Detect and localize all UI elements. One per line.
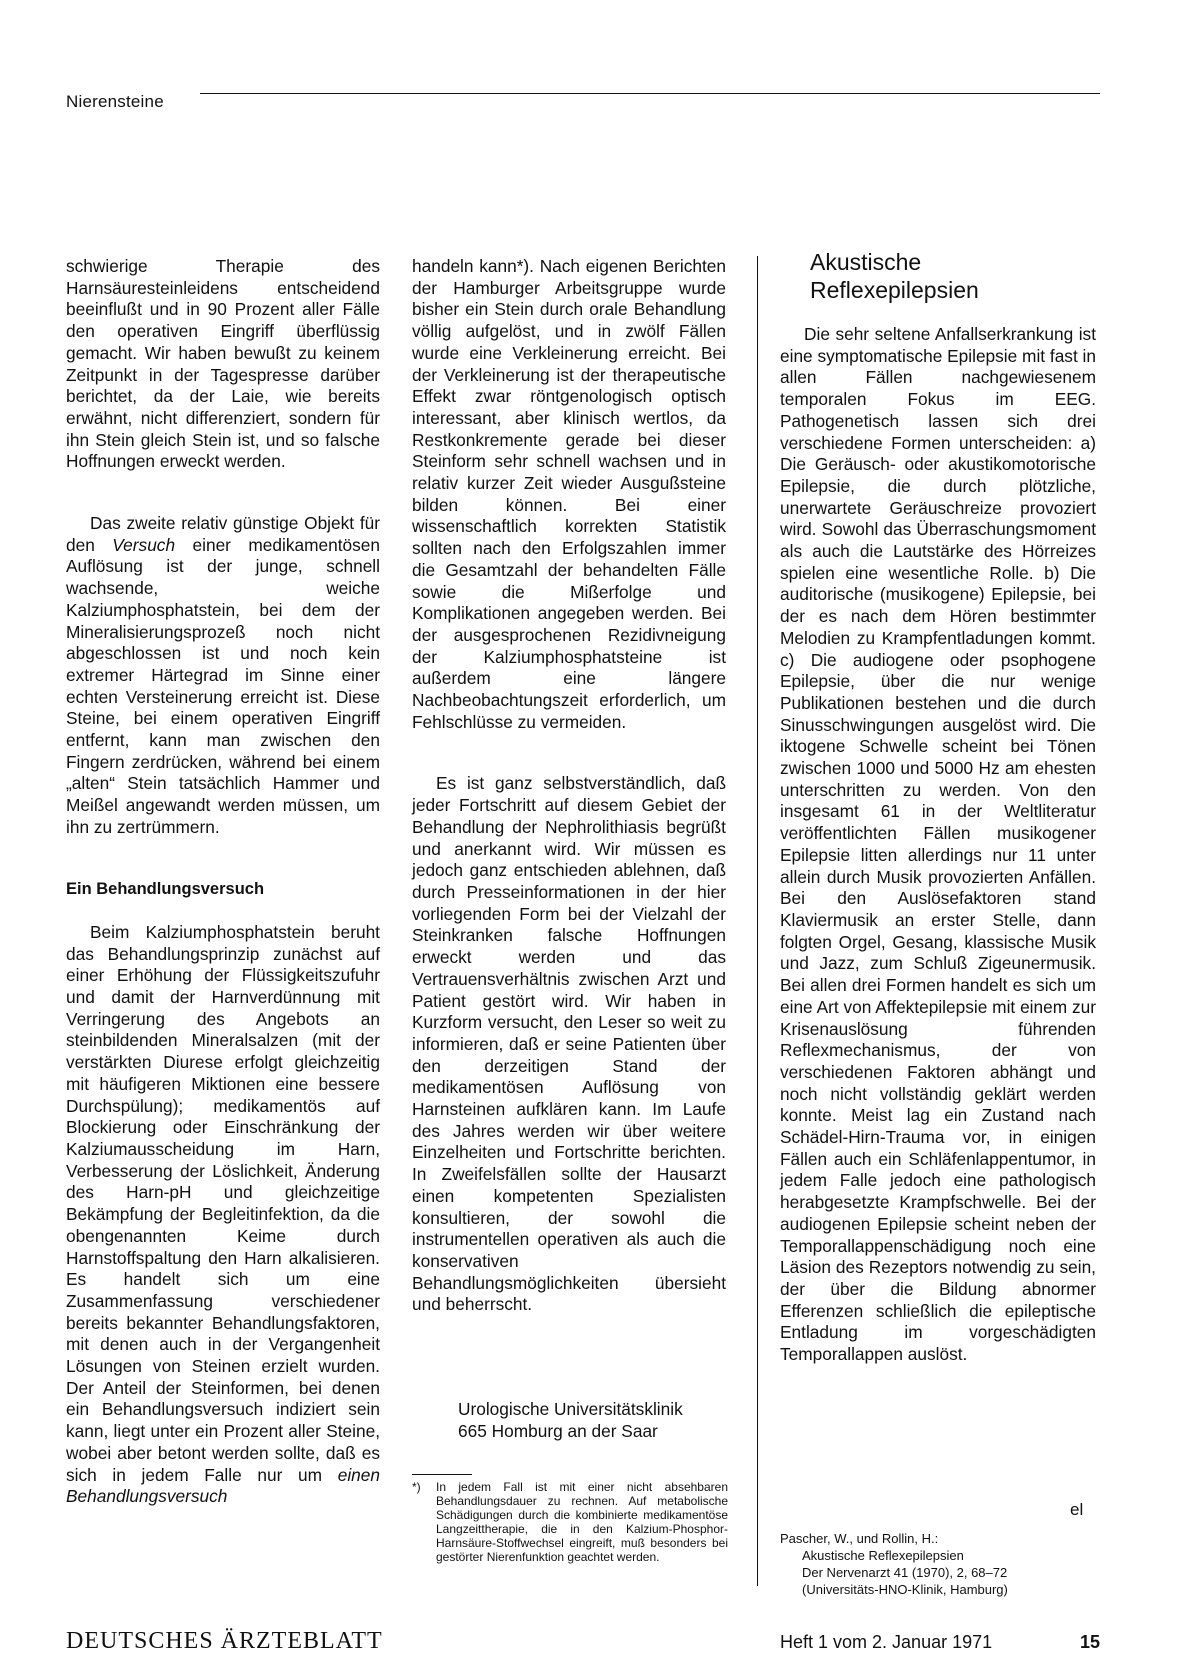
footnote-rule	[412, 1474, 472, 1475]
issue-info: Heft 1 vom 2. Januar 1971	[780, 1632, 993, 1652]
column-1	[66, 256, 380, 1508]
reference-journal: Der Nervenarzt 41 (1970), 2, 68–72	[802, 1565, 1008, 1580]
column-divider	[757, 256, 758, 1586]
section-heading-behandlungsversuch: Ein Behandlungsversuch	[66, 879, 265, 898]
page-number: 15	[1080, 1632, 1101, 1652]
author-affiliation: Urologische Universitätsklinik 665 Homburg an der Saar	[458, 1399, 683, 1441]
col3-paragraph: Die sehr seltene Anfallserkrankung ist eine symptomatische Epilepsie mit fast in allen Fällen nachgewiesenem temporalen Fokus im EEG. Pathogenetisch lassen sich drei verschiedene Formen unterscheiden: a) Die Geräusch- oder akustikomotorische Epilepsie, die durch plötzliche, unerwartete Geräuschreize provoziert wird. Sowohl das Überraschungsmoment als auch die Lautstärke des Hörreizes spielen eine wesentliche Rolle. b) Die auditorische (musikogene) Epilepsie, bei der es nach dem Hören bestimmter Melodien zu Krampfentladungen kommt. c) Die audiogene oder psophogene Epilepsie, über die nur wenige Publikationen bestehen und die durch Sinusschwingungen ausgelöst wird. Die iktogene Schwelle scheint bei Tönen zwischen 1000 und 5000 Hz am ehesten unterschritten zu werden. Von den insgesamt 61 in der Weltliteratur veröffentlichten Fällen musikogener Epilepsie litten allerdings nur 11 unter allein durch Musik provozierten Anfällen. Bei den Auslösefaktoren stand Klaviermusik an erster Stelle, dann folgten Orgel, Gesang, klassische Musik und Jazz, zum Schluß Zigeunermusik. Bei allen drei Formen handelt es sich um eine Art von Affektepilepsie mit einem zur Krisenauslösung führenden Reflexmechanismus, der von verschiedenen Faktoren abhängt und noch nicht vollständig geklärt werden konnte. Meist lag ein Zustand nach Schädel-Hirn-Trauma vor, in einigen Fällen auch ein Schläfenlappentumor, in jedem Falle jedoch eine pathologisch herabgesetzte Krampfschwelle. Bei der audiogenen Epilepsie scheint neben der Temporallappenschädigung noch eine Läsion des Rezeptors notwendig zu sein, der über die Bildung abnormer Efferenzen schließlich die epileptische Entladung im vorgeschädigten Temporallappen auslöst.	[780, 324, 1096, 1365]
col1-paragraph-2: Das zweite relativ günstige Objekt für den Versuch einer medikamentösen Auflösung ist der junge, schnell wachsende, weiche Kalziumphosphatstein, bei dem der Mineralisierungsprozeß noch nicht abgeschlossen ist und noch kein extremer Härtegrad im Sinne einer echten Versteinerung erreicht ist. Diese Steine, bei einem operativen Eingriff entfernt, kann man zwischen den Fingern zerdrücken, während bei einem „alten“ Stein tatsächlich Hammer und Meißel angewandt werden müssen, um ihn zu zertrümmern.	[66, 513, 380, 837]
reference	[780, 1530, 1008, 1598]
col2-paragraph-1: handeln kann*). Nach eigenen Berichten der Hamburger Arbeitsgruppe wurde bisher ein Stein durch orale Behandlung völlig aufgelöst, und in zwölf Fällen wurde eine Verkleinerung erreicht. Bei der Verkleinerung ist der therapeutische Effekt zwar röntgenologisch optisch interessant, aber klinisch wertlos, da Restkonkremente gerade bei dieser Steinform sehr schnell wachsen und in relativ kurzer Zeit wieder Ausgußsteine bilden können. Bei einer wissenschaftlich korrekten Statistik sollten nach den Erfolgszahlen immer die Gesamtzahl der behandelten Fälle sowie die Mißerfolge und Komplikationen angegeben werden. Bei der ausgesprochenen Rezidivneigung der Kalziumphosphatsteine ist außerdem eine längere Nachbeobachtungszeit erforderlich, um Fehlschlüsse zu vermeiden.	[412, 256, 726, 732]
running-header: Nierensteine	[66, 92, 164, 111]
emphasis-versuch: Versuch	[112, 534, 176, 555]
reference-institution: (Universitäts-HNO-Klinik, Hamburg)	[802, 1582, 1008, 1597]
footnote	[412, 1480, 728, 1564]
article-title: Akustische Reflexepilepsien	[810, 249, 979, 303]
column-3	[780, 324, 1096, 1366]
emphasis-behandlungsversuch: einen Behandlungsversuch	[66, 1464, 380, 1507]
col1-paragraph-3: Beim Kalziumphosphatstein beruht das Behandlungsprinzip zunächst auf einer Erhöhung der Flüssigkeitszufuhr und damit der Harnverdünnung mit Verringerung des Angebots an steinbildenden Mineralsalzen (mit der verstärkten Diurese erfolgt gleichzeitig mit häufigeren Miktionen eine bessere Durchspülung); medikamentös auf Blockierung oder Einschränkung der Kalziumausscheidung im Harn, Verbesserung der Löslichkeit, Änderung des Harn-pH und gleichzeitige Bekämpfung der Begleitinfektion, da die obengenannten Keime durch Harnstoffspaltung den Harn alkalisieren. Es handelt sich um eine Zusammenfassung verschiedener bereits bekannter Behandlungsfaktoren, mit denen auch in der Vergangenheit Lösungen von Steinen erzielt wurden. Der Anteil der Steinformen, bei denen ein Behandlungsversuch indiziert sein kann, liegt unter ein Prozent aller Steine, wobei aber betont werden sollte, daß es sich in jedem Falle nur um einen Behandlungsversuch	[66, 921, 380, 1507]
author-signoff: el	[1070, 1500, 1084, 1519]
col2-paragraph-2: Es ist ganz selbstverständlich, daß jeder Fortschritt auf diesem Gebiet der Behandlung der Nephrolithiasis begrüßt und anerkannt wird. Wir müssen es jedoch ganz entschieden ablehnen, daß durch Presseinformationen in der hier vorliegenden Form bei der Vielzahl der Steinkranken falsche Hoffnungen erweckt werden und das Vertrauensverhältnis zwischen Arzt und Patient gestört wird. Wir haben in Kurzform versucht, den Leser so weit zu informieren, daß er seine Patienten über den derzeitigen Stand der medikamentösen Auflösung von Harnsteinen aufklären kann. Im Laufe des Jahres werden wir über weitere Einzelheiten und Fortschritte berichten. In Zweifelsfällen sollte der Hausarzt einen kompetenten Spezialisten konsultieren, der sowohl die instrumentellen operativen als auch die konservativen Behandlungsmöglichkeiten übersieht und beherrscht.	[412, 773, 726, 1315]
reference-authors: Pascher, W., und Rollin, H.:	[780, 1531, 939, 1546]
reference-title: Akustische Reflexepilepsien	[802, 1548, 964, 1563]
header-rule	[200, 93, 1100, 94]
col1-paragraph-1: schwierige Therapie des Harnsäuresteinleidens entscheidend beeinflußt und in 90 Prozent aller Fälle den operativen Eingriff überflüssig gemacht. Wir haben bewußt zu keinem Zeitpunkt in der Tagespresse darüber berichtet, da der Laie, wie bereits erwähnt, nicht differenziert, sondern für ihn Stein gleich Stein ist, und so falsche Hoffnungen erweckt werden.	[66, 256, 380, 472]
column-2	[412, 256, 726, 1316]
footnote-marker: *)	[412, 1480, 421, 1494]
journal-name: DEUTSCHES ÄRZTEBLATT	[66, 1628, 383, 1654]
footnote-text: In jedem Fall ist mit einer nicht absehbaren Behandlungsdauer zu rechnen. Auf metabolische Schädigungen durch die kombinierte medikamentöse Langzeittherapie, die in den Kalzium-Phosphor-Harnsäure-Stoffwechsel eingreift, muß besonders bei gestörter Nierenfunktion geachtet werden.	[436, 1480, 728, 1564]
